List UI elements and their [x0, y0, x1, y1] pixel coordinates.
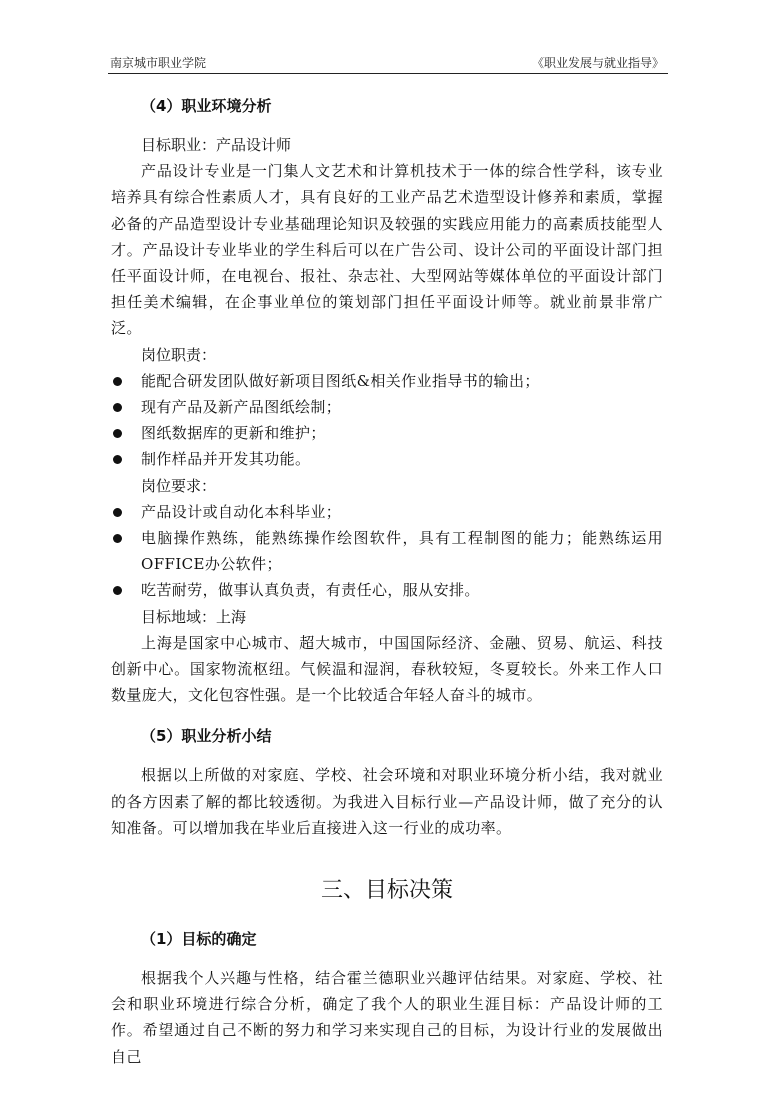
- bullet-icon: [113, 508, 122, 517]
- duty-text: 现有产品及新产品图纸绘制；: [141, 398, 342, 417]
- bullet-icon: [113, 586, 122, 595]
- requirement-text: 电脑操作熟练，能熟练操作绘图软件，具有工程制图的能力；能熟练运用OFFICE办公软件；: [141, 529, 663, 574]
- list-item: [111, 368, 663, 394]
- duty-text: 制作样品并开发其功能。: [141, 450, 311, 469]
- bullet-icon: [113, 403, 122, 412]
- goal-paragraph: 根据我个人兴趣与性格，结合霍兰德职业兴趣评估结果。对家庭、学校、社会和职业环境进行综合分析，确定了我个人的职业生涯目标：产品设计师的工作。希望通过自己不断的努力和学习来实现自己的目标，为设计行业的发展做出自己: [111, 969, 663, 1066]
- chapter-title: 三、目标决策: [320, 878, 453, 904]
- header-book-title: 《职业发展与就业指导》: [531, 56, 664, 70]
- list-item: [111, 446, 663, 472]
- career-intro-paragraph: 产品设计专业是一门集人文艺术和计算机技术于一体的综合性学科，该专业培养具有综合性素质人才，具有良好的工业产品艺术造型设计修养和素质，掌握必备的产品造型设计专业基础理论知识及较强的实践应用能力的高素质技能型人才。产品设计专业毕业的学生科后可以在广告公司、设计公司的平面设计部门担任平面设计师，在电视台、报社、杂志社、大型网站等媒体单位的平面设计部门担任美术编辑，在企事业单位的策划部门担任平面设计师等。就业前景非常广泛。: [111, 162, 663, 338]
- section-heading-goal-setting: （1）目标的确定: [141, 930, 257, 949]
- summary-paragraph: 根据以上所做的对家庭、学校、社会环境和对职业环境分析小结，我对就业的各方因素了解的都比较透彻。为我进入目标行业—产品设计师，做了充分的认知准备。可以增加我在毕业后直接进入这一行业的成功率。: [111, 766, 663, 837]
- list-item: [111, 525, 663, 577]
- section-heading-career-environment: （4）职业环境分析: [141, 97, 272, 115]
- target-job-label: 目标职业：产品设计师: [141, 136, 292, 154]
- requirements-list: [111, 499, 663, 604]
- list-item: [111, 394, 663, 420]
- list-item: [111, 420, 663, 446]
- header-rule: [108, 73, 668, 74]
- bullet-icon: [113, 429, 122, 438]
- target-location-label: 目标地域：上海: [141, 607, 247, 626]
- page-body: [111, 94, 663, 1070]
- page-header: [110, 54, 664, 71]
- requirement-text: 产品设计或自动化本科毕业；: [141, 502, 342, 521]
- bullet-icon: [113, 377, 122, 386]
- list-item: [111, 499, 663, 525]
- duty-text: 图纸数据库的更新和维护；: [141, 424, 326, 443]
- list-item: [111, 577, 663, 603]
- duty-text: 能配合研发团队做好新项目图纸&相关作业指导书的输出；: [141, 371, 540, 390]
- requirements-label: 岗位要求：: [141, 476, 217, 495]
- bullet-icon: [113, 534, 122, 543]
- section-heading-career-summary: （5）职业分析小结: [141, 727, 272, 746]
- bullet-icon: [113, 455, 122, 464]
- location-paragraph: 上海是国家中心城市、超大城市，中国国际经济、金融、贸易、航运、科技创新中心。国家物流枢纽。气候温和湿润，春秋较短，冬夏较长。外来工作人口数量庞大，文化包容性强。是一个比较适合年轻人奋斗的城市。: [111, 633, 663, 705]
- duties-list: [111, 368, 663, 473]
- header-school: 南京城市职业学院: [110, 56, 207, 70]
- requirement-text: 吃苦耐劳，做事认真负责，有责任心，服从安排。: [141, 581, 480, 600]
- duties-label: 岗位职责：: [141, 345, 217, 364]
